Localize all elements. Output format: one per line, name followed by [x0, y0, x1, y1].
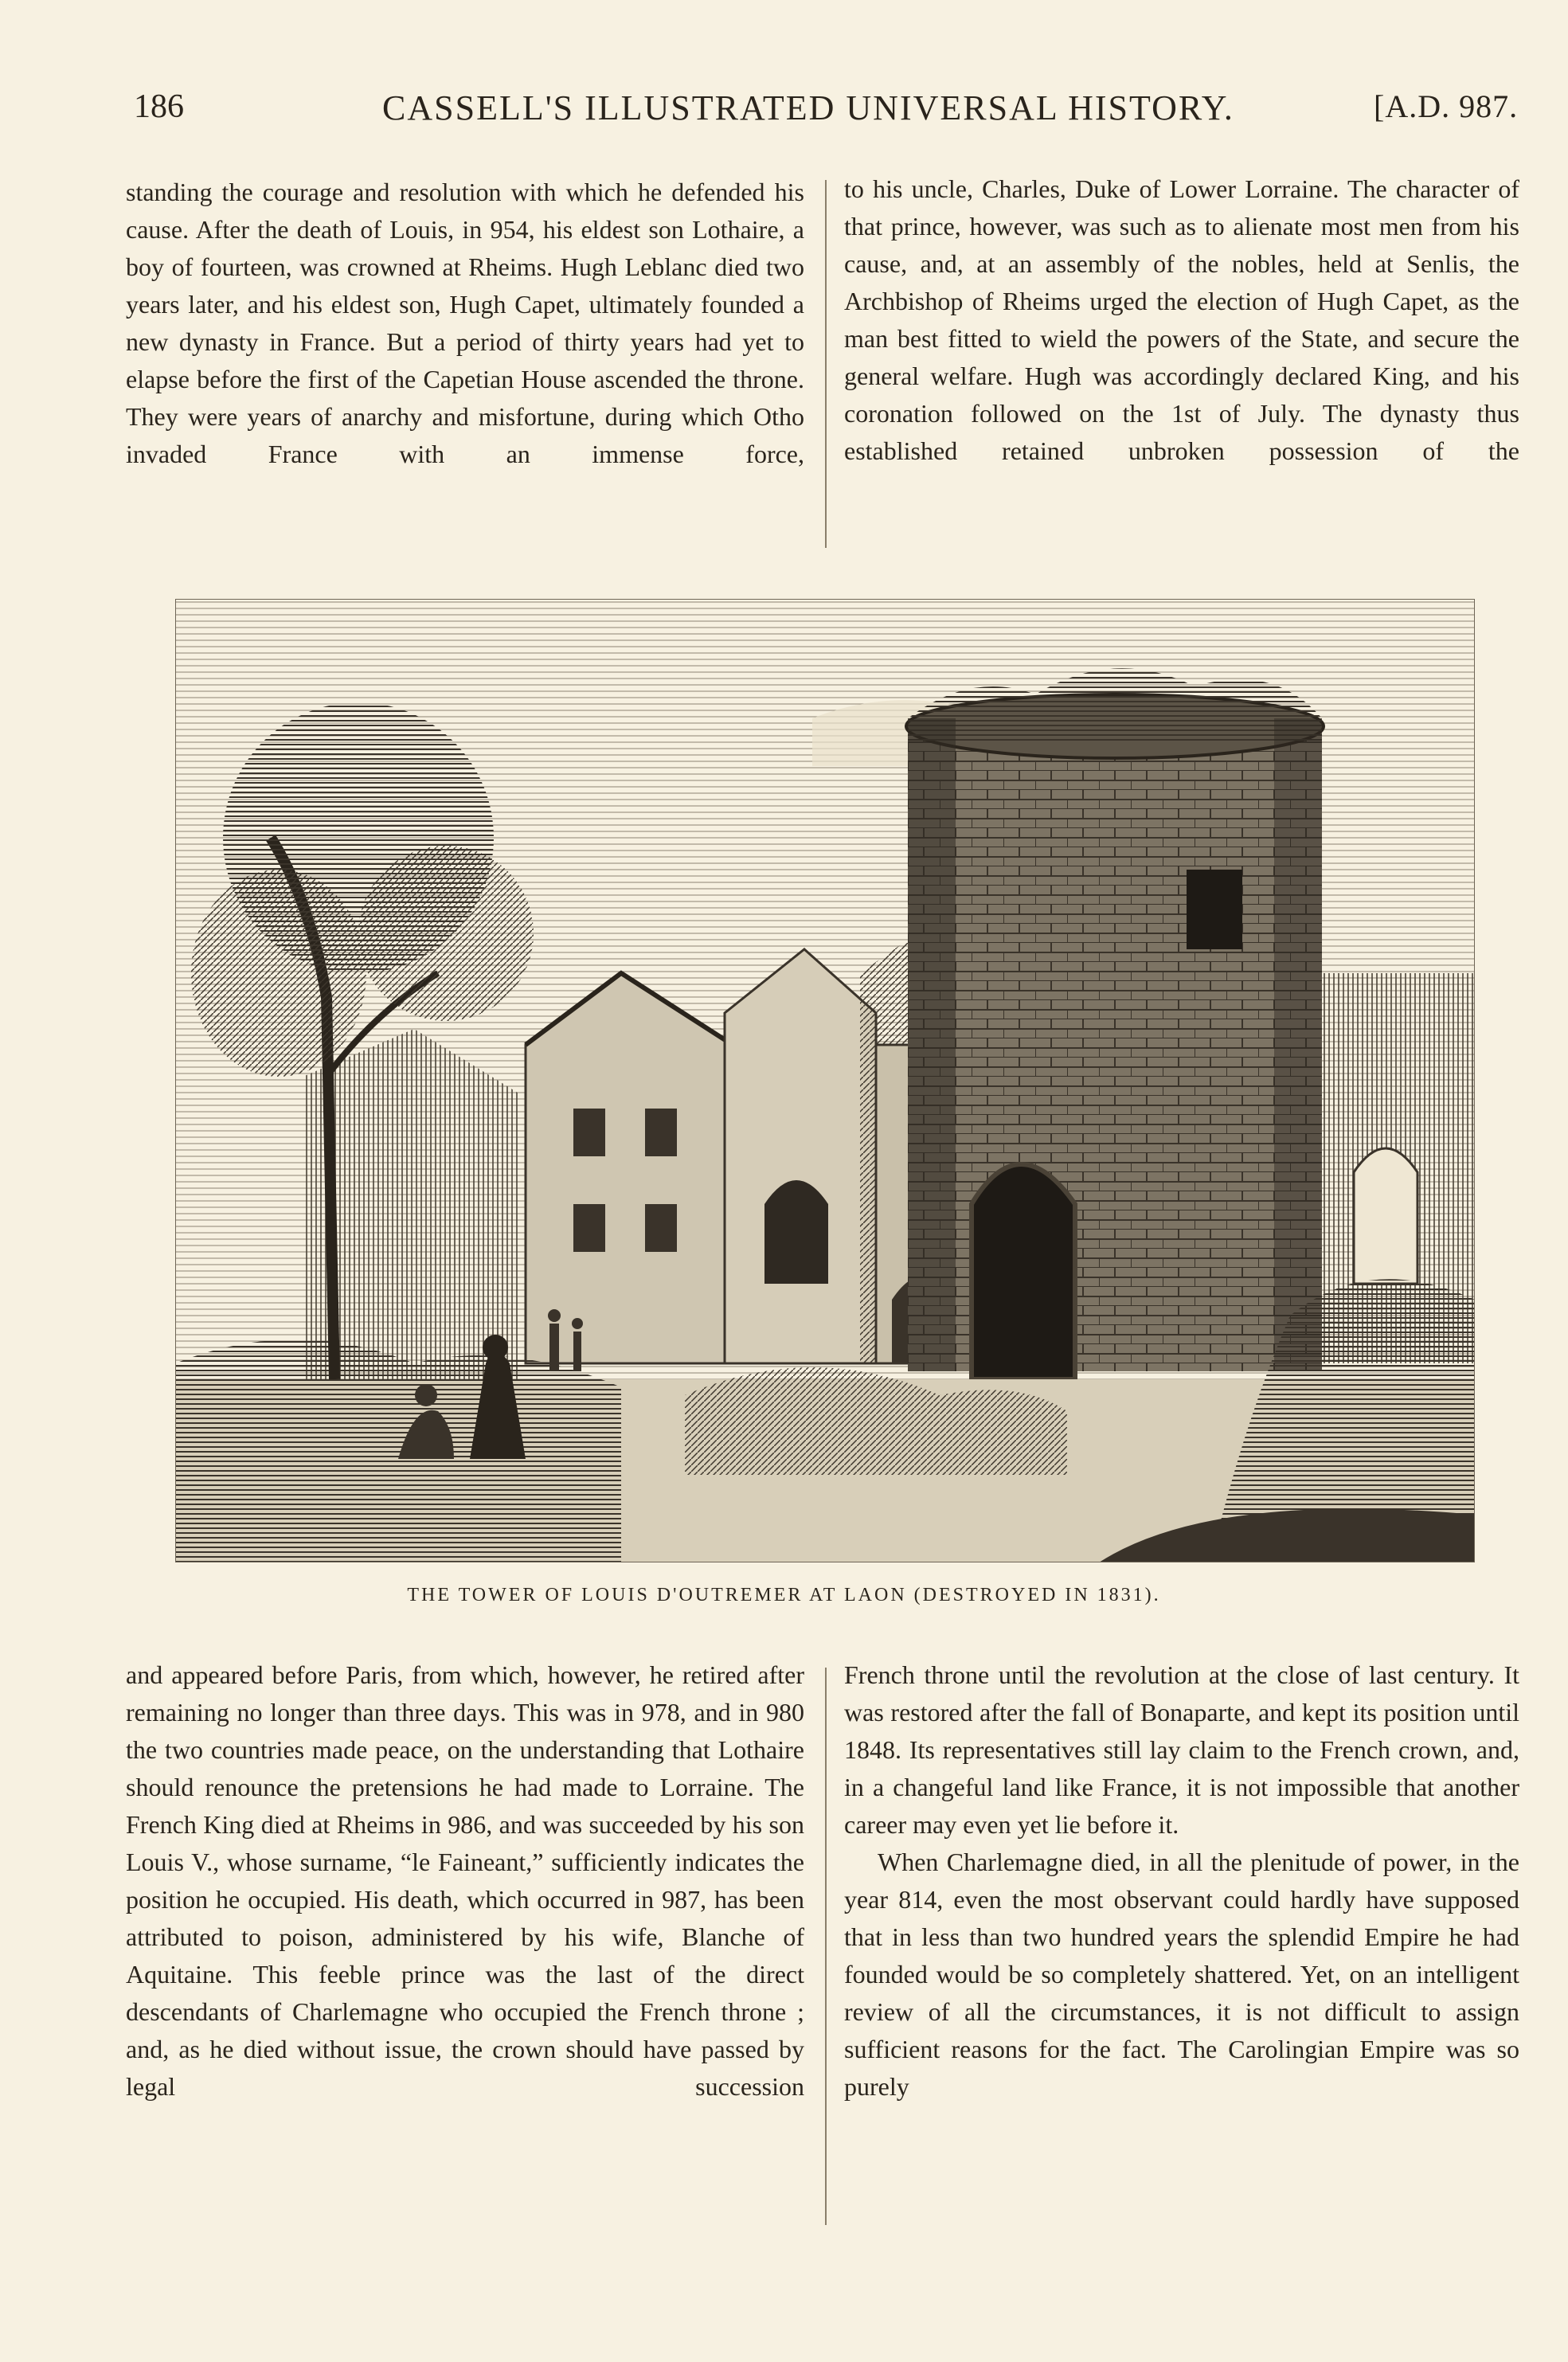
top-left-paragraph: standing the courage and resolution with which he defended his cause. After the death of Louis, in 954, his eldest son Lothaire, a boy of fourteen, was crowned at Rheims. Hugh Leblanc died two years later, and his eldest son, Hugh Capet, ultimately founded a new dynasty in France. But a period of thirty years had yet to elapse before the first of the Capetian House ascended the throne. They were years of anarchy and misfortune, during which Otho invaded France with an immense force,	[126, 178, 804, 468]
page-number: 186	[134, 88, 184, 125]
bottom-right-paragraph-1: French throne until the revolution at the close of last century. It was restored after the fall of Bonaparte, and kept its position until 1848. Its representatives still lay claim to the French crown, and, in a changeful land like France, it is not impossible that another career may even yet lie before it.	[844, 1660, 1519, 1839]
arched-house	[725, 949, 876, 1363]
tower-window	[1187, 870, 1242, 949]
gabled-house	[526, 973, 733, 1363]
bottom-right-paragraph-2: When Charlemagne died, in all the plenitude of power, in the year 814, even the most observant could hardly have supposed that in less than two hundred years the splendid Empire he had founded would be so completely shattered. Yet, on an intelligent review of all the circumstances, it is not difficult to assign sufficient reasons for the fact. The Carolingian Empire was so purely	[844, 1848, 1519, 2101]
foreground-shrubs-left	[175, 1339, 621, 1562]
bottom-left-paragraph: and appeared before Paris, from which, however, he retired after remaining no longer than three days. This was in 978, and in 980 the two countries made peace, on the understanding that Lothaire should renounce the pretensions he had made to Lorraine. The French King died at Rheims in 986, and was succeeded by his son Louis V., whose surname, “le Faineant,” sufficiently indicates the position he occupied. His death, which occurred in 987, has been attributed to poison, administered by his wife, Blanche of Aquitaine. This feeble prince was the last of the direct descendants of Charlemagne who occupied the French throne ; and, as he died without issue, the crown should have passed by legal succession	[126, 1660, 804, 2101]
column-divider-top	[825, 180, 827, 548]
running-title: CASSELL'S ILLUSTRATED UNIVERSAL HISTORY.	[382, 88, 1234, 127]
tower-archway	[972, 1164, 1075, 1379]
running-header	[0, 88, 1568, 135]
top-right-paragraph: to his uncle, Charles, Duke of Lower Lorraine. The character of that prince, however, was such as to alienate most men from his cause, and, at an assembly of the nobles, held at Senlis, the Archbishop of Rheims urged the election of Hugh Capet, as the man best fitted to wield the powers of the State, and secure the general welfare. Hugh was accordingly declared King, and his coronation followed on the 1st of July. The dynasty thus established retained unbroken possession of the	[844, 174, 1519, 465]
tower-engraving	[175, 599, 1475, 1562]
bottom-left-column	[126, 1656, 804, 2106]
column-divider-bottom	[825, 1668, 827, 2225]
bottom-right-column	[844, 1656, 1519, 2106]
header-date: [A.D. 987.	[1374, 88, 1519, 124]
top-right-column	[844, 170, 1519, 470]
figure-caption: THE TOWER OF LOUIS D'OUTREMER AT LAON (DESTROYED IN 1831).	[407, 1585, 1161, 1605]
top-left-column	[126, 174, 804, 473]
